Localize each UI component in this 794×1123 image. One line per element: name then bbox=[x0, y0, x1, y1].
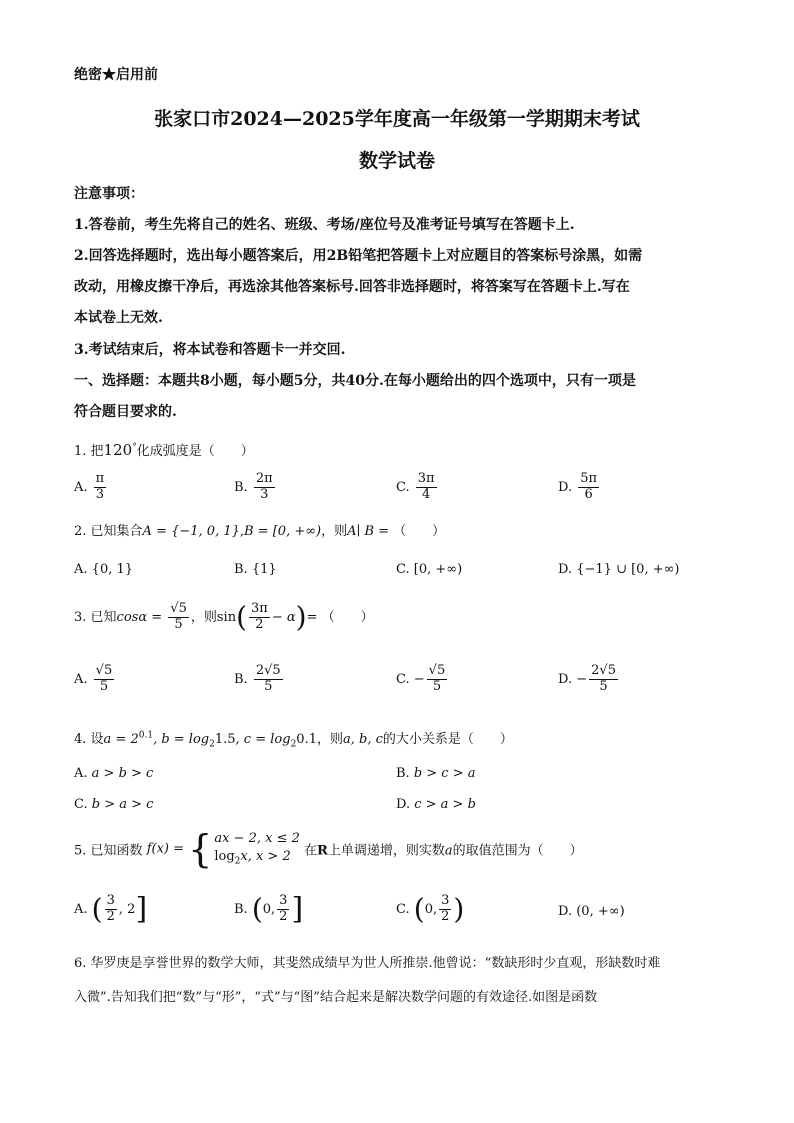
question-1-option-b[interactable]: B. $\frac{2\pi}{3}$ bbox=[234, 471, 273, 502]
note-2-line-2: 改动，用橡皮擦干净后，再选涂其他答案标号.回答非选择题时，将答案写在答题卡上.写在 bbox=[74, 279, 630, 295]
question-2-option-d[interactable]: D. {−1} ∪ [0, +∞) bbox=[558, 562, 680, 577]
question-5-option-d[interactable]: D. (0, +∞) bbox=[558, 904, 625, 919]
notes-heading: 注意事项： bbox=[74, 186, 144, 202]
question-1-stem: 1. 把120°化成弧度是（ ） bbox=[74, 441, 254, 459]
section-1-line-2: 符合题目要求的. bbox=[74, 404, 177, 420]
question-1-option-a[interactable]: A. $\frac{\pi}{3}$ bbox=[74, 471, 105, 502]
note-2-line-3: 本试卷上无效. bbox=[74, 310, 163, 326]
note-2-line-1: 2.回答选择题时，选出每小题答案后，用2B铅笔把答题卡上对应题目的答案标号涂黑，如需 bbox=[74, 248, 643, 264]
question-3-option-a[interactable]: A. $\frac{√5}{5}$ bbox=[74, 663, 113, 694]
confidential-label: 绝密★启用前 bbox=[74, 67, 158, 83]
question-3-option-d[interactable]: D. − $\frac{2√5}{5}$ bbox=[558, 663, 616, 694]
question-4-option-b[interactable]: B. b > c > a bbox=[396, 766, 476, 781]
question-2-stem: 2. 已知集合A = {−1, 0, 1},B = [0, +∞)，则A∣ B = （ ） bbox=[74, 524, 446, 539]
question-4-option-c[interactable]: C. b > a > c bbox=[74, 797, 154, 812]
question-6-line-2: 入微”.告知我们把“数”与“形”，“式”与“图”结合起来是解决数学问题的有效途径.如图是函数 bbox=[74, 990, 598, 1005]
question-5-option-a[interactable]: A. ( $\frac{3}{2}$ , 2] bbox=[74, 891, 148, 927]
note-3: 3.考试结束后，将本试卷和答题卡一并交回. bbox=[74, 342, 346, 358]
question-5-stem: 5. 已知函数 f(x) = { ax − 2, x ≤ 2 $\log_2x$, x > 2 在R上单调递增，则实数a的取值范围为（ ） bbox=[74, 827, 583, 871]
question-3-option-c[interactable]: C. − $\frac{√5}{5}$ bbox=[396, 663, 446, 694]
question-4-option-a[interactable]: A. a > b > c bbox=[74, 766, 154, 781]
exam-subtitle: 数学试卷 bbox=[358, 150, 435, 172]
exam-title: 张家口市2024—2025学年度高一年级第一学期期末考试 bbox=[154, 108, 640, 130]
question-6-line-1: 6. 华罗庚是享誉世界的数学大师，其斐然成绩早为世人所推崇.他曾说：“数缺形时少直观，形缺数时难 bbox=[74, 956, 661, 971]
note-1: 1.答卷前，考生先将自己的姓名、班级、考场/座位号及准考证号填写在答题卡上. bbox=[74, 217, 575, 233]
question-2-option-c[interactable]: C. [0, +∞) bbox=[396, 562, 463, 577]
question-1-option-d[interactable]: D. $\frac{5\pi}{6}$ bbox=[558, 471, 598, 502]
question-5-option-c[interactable]: C. (0, $\frac{3}{2}$ ) bbox=[396, 892, 465, 926]
question-4-option-d[interactable]: D. c > a > b bbox=[396, 797, 476, 812]
question-1-option-c[interactable]: C. $\frac{3\pi}{4}$ bbox=[396, 471, 435, 502]
question-3-option-b[interactable]: B. $\frac{2√5}{5}$ bbox=[234, 663, 281, 694]
section-1-line-1: 一、选择题：本题共8小题，每小题5分，共40分.在每小题给出的四个选项中，只有一项是 bbox=[74, 373, 636, 389]
question-2-option-a[interactable]: A. {0, 1} bbox=[74, 562, 134, 577]
question-4-stem: 4. 设$a = 2^{0.1}$, $b = \log_21.5$, $c = \log_20.1$，则a, b, c的大小关系是（ ） bbox=[74, 730, 513, 750]
question-2-option-b[interactable]: B. {1} bbox=[234, 562, 277, 577]
question-5-option-b[interactable]: B. (0, $\frac{3}{2}$ ] bbox=[234, 891, 304, 927]
question-3-stem: 3. 已知cosα = $\frac{√5}{5}$ ，则sin( $\frac{3\pi}{2}$ − α)= （ ） bbox=[74, 600, 374, 634]
